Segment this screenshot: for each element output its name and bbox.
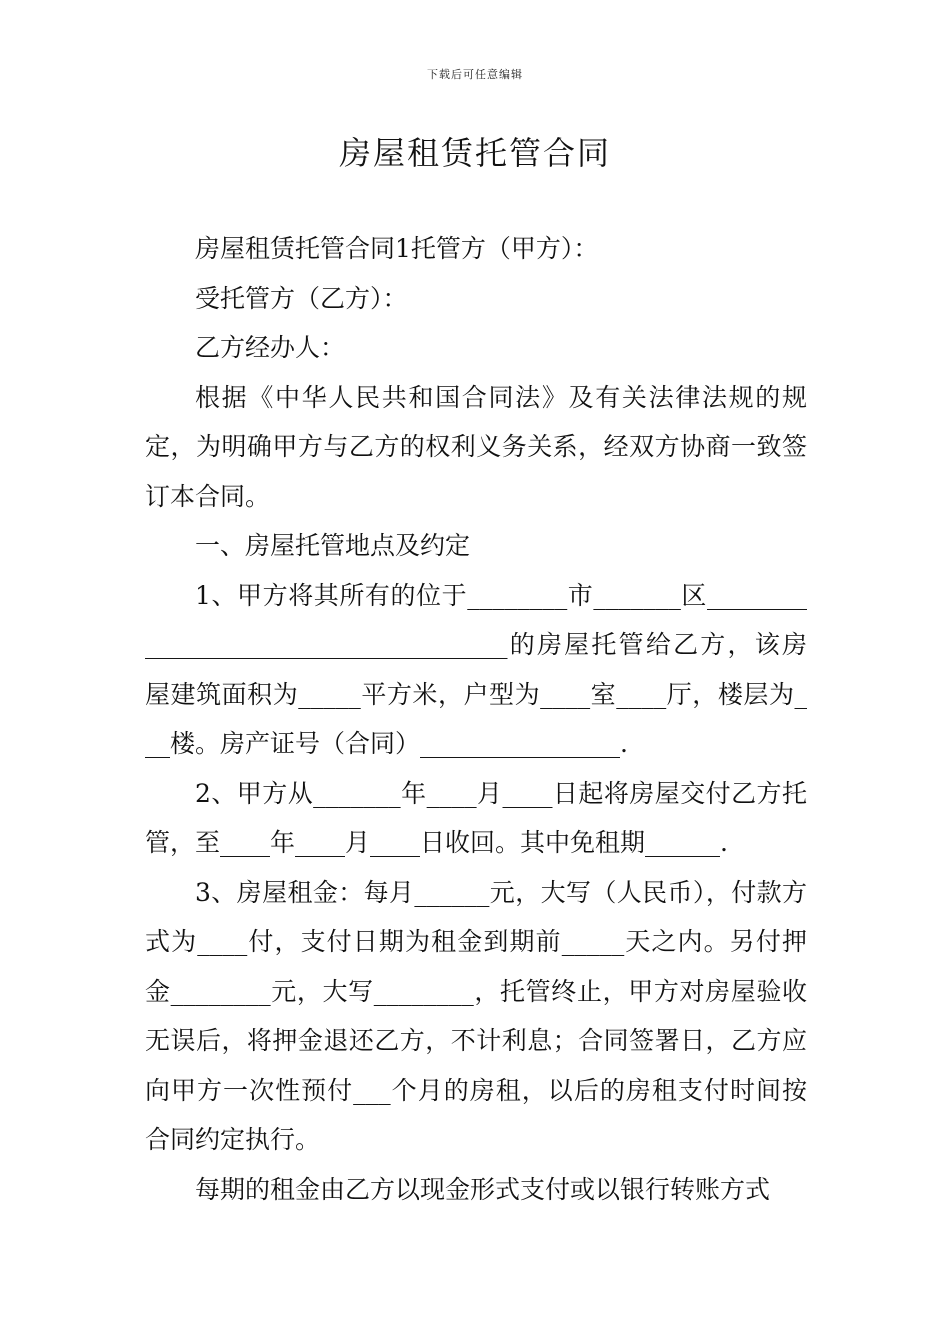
- paragraph-party-a: 房屋租赁托管合同1托管方（甲方）：: [195, 234, 599, 263]
- clause-3-rent: 3、房屋租金：每月______元，大写（人民币），付款方式为____付，支付日期为租金到期前_____天之内。另付押金________元，大写________，托管终止，甲方对房屋验收无误后，将押金退还乙方，不计利息；合同签署日，乙方应向甲方一次性预付___个月的房租，以后的房租支付时间按合同约定执行。: [145, 877, 807, 1154]
- paragraph-payment-method: 每期的租金由乙方以现金形式支付或以银行转账方式: [195, 1174, 771, 1204]
- header-note: 下载后可任意编辑: [427, 68, 523, 81]
- clause-1-property: 1、甲方将其所有的位于________市_______区_____________________________________的房屋托管给乙方，该房屋建筑面积为_____平方米，户型为____室____厅，楼层为___楼。房产证号（合同）________________.: [145, 580, 807, 758]
- contract-body: [145, 224, 807, 1214]
- paragraph-legal-basis: 根据《中华人民共和国合同法》及有关法律法规的规定，为明确甲方与乙方的权利义务关系，经双方协商一致签订本合同。: [145, 382, 807, 511]
- document-title: 房屋租赁托管合同: [338, 134, 611, 172]
- clause-2-term: 2、甲方从_______年____月____日起将房屋交付乙方托管，至____年____月____日收回。其中免租期______.: [145, 778, 807, 857]
- section-heading-location: 一、房屋托管地点及约定: [195, 531, 471, 560]
- paragraph-party-b: 受托管方（乙方）：: [195, 283, 408, 313]
- paragraph-agent: 乙方经办人：: [195, 333, 346, 362]
